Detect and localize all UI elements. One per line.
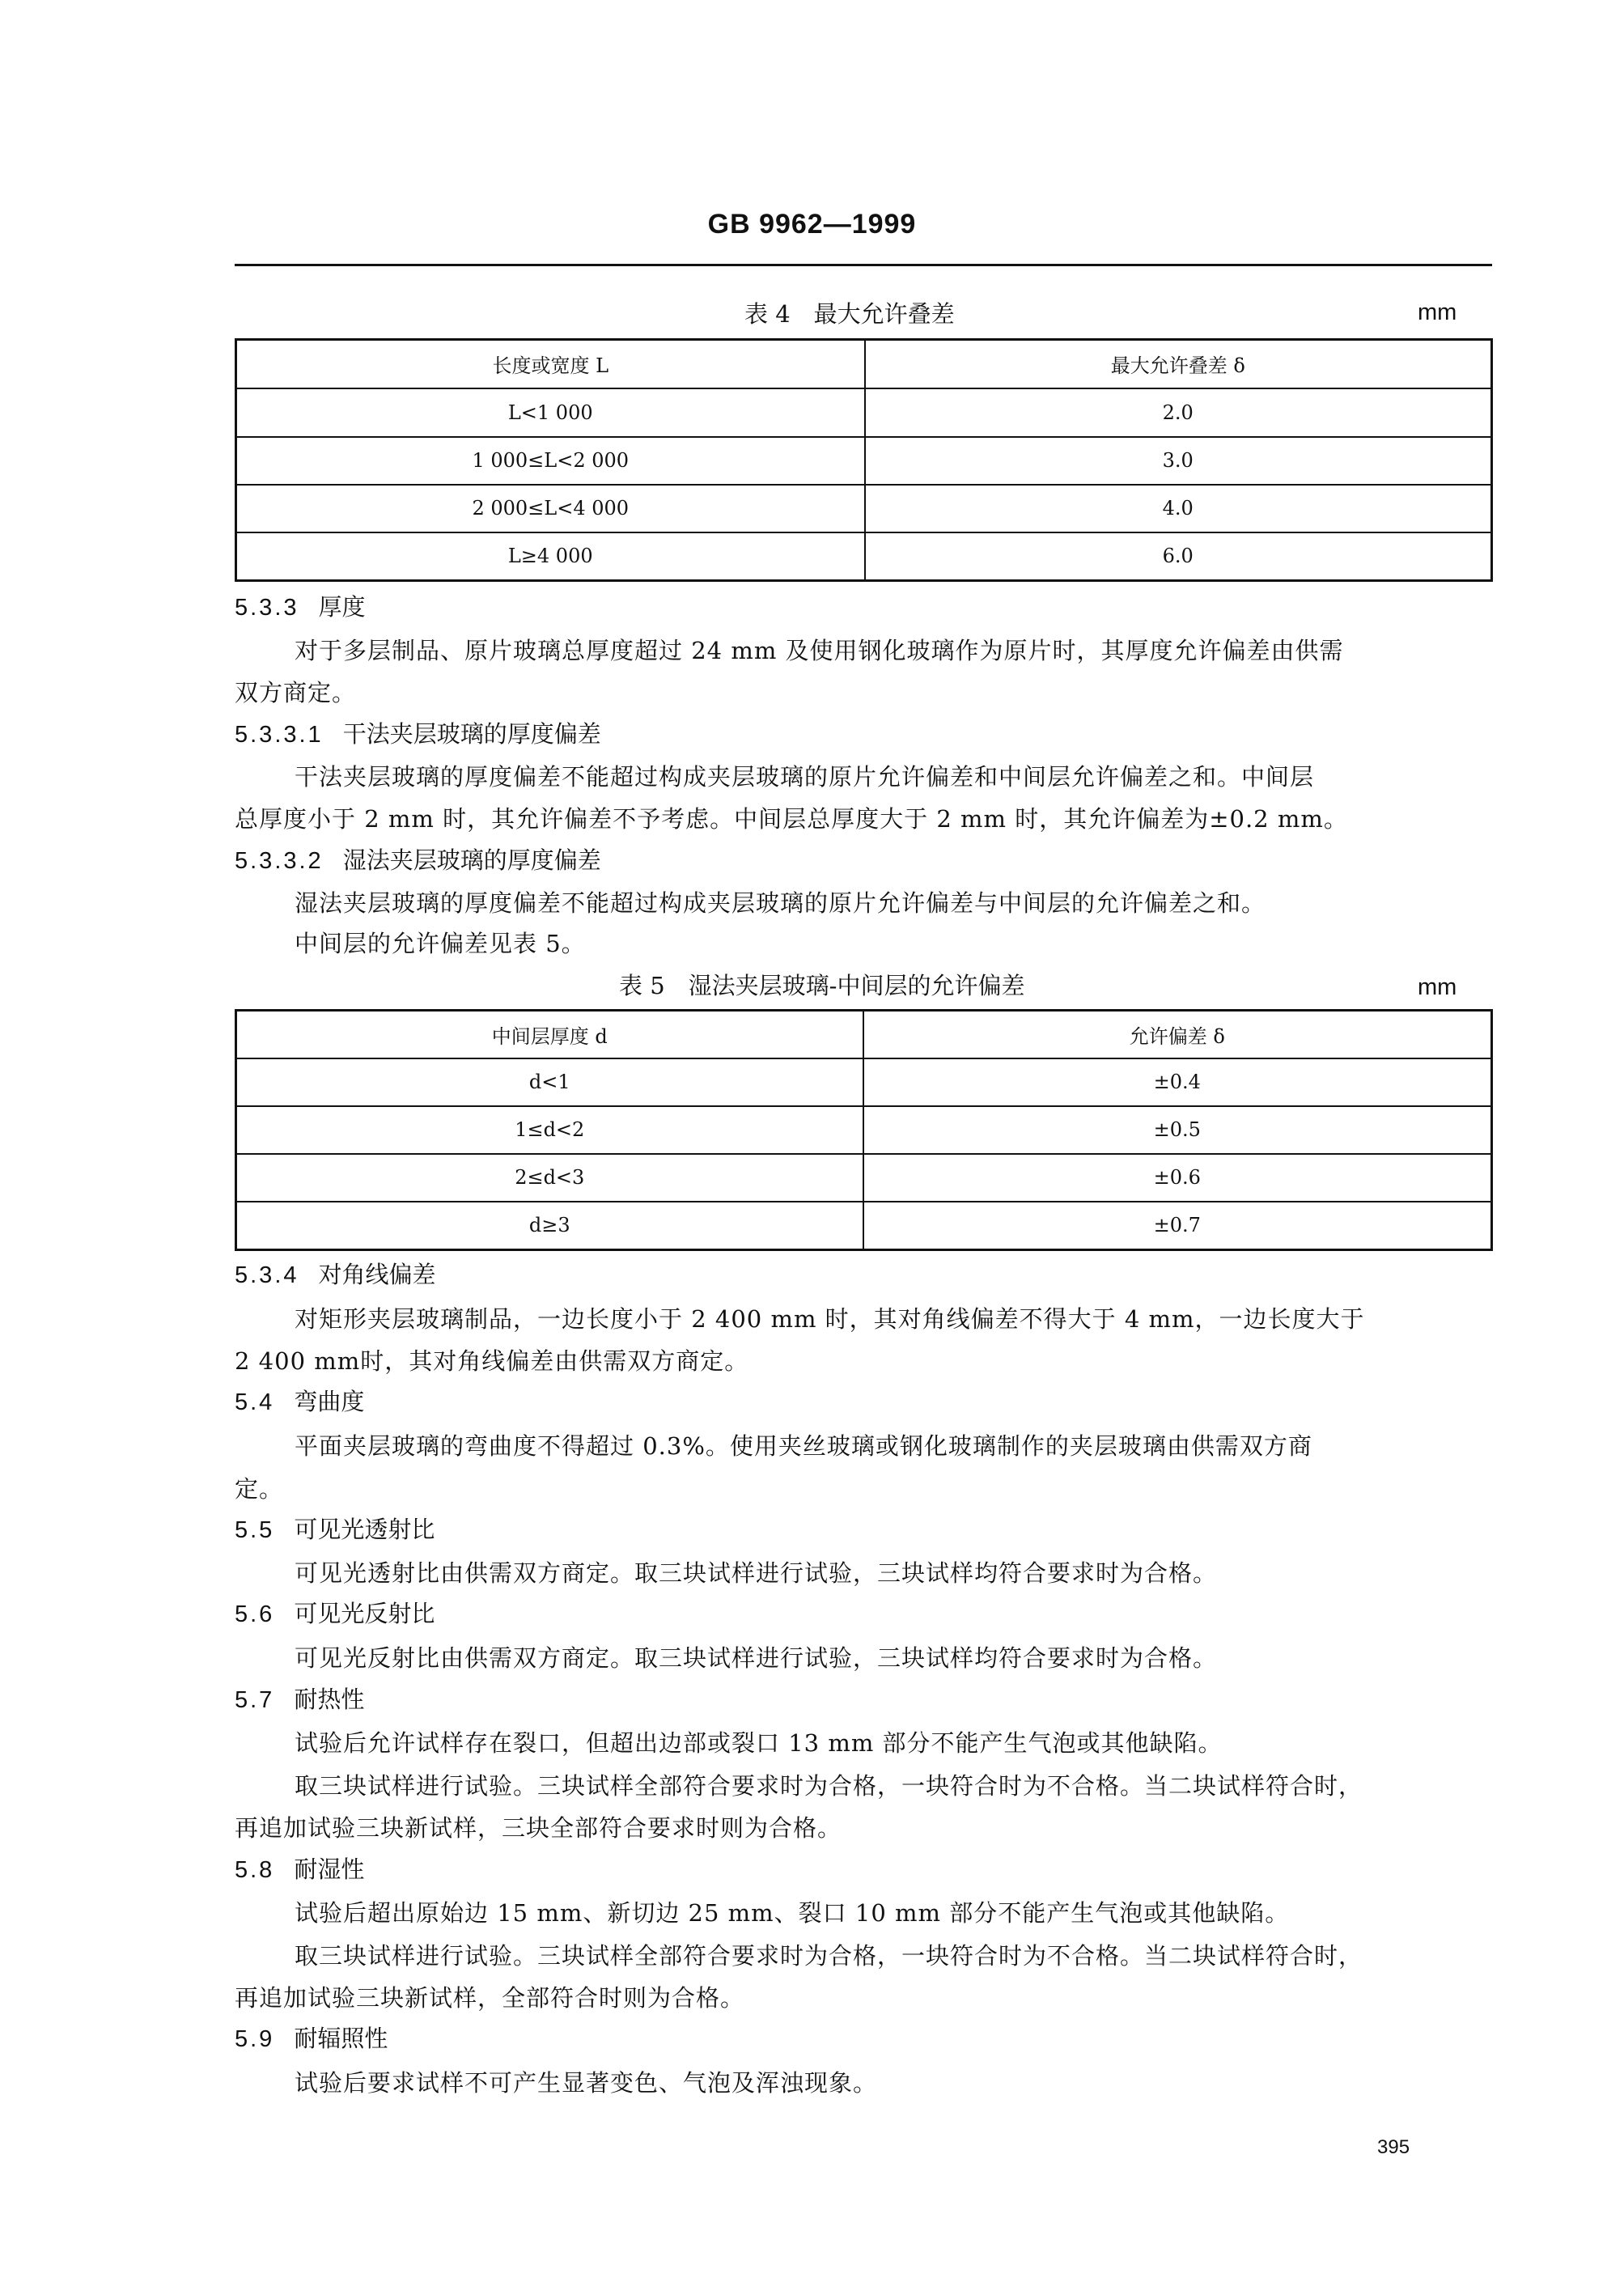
section-5-3-3-2-heading	[235, 842, 601, 876]
section-5-6-heading	[235, 1596, 435, 1629]
paragraph: 总厚度小于 2 mm 时，其允许偏差不予考虑。中间层总厚度大于 2 mm 时，其允许偏差为±0.2 mm。	[235, 805, 1348, 833]
table4-cell: 4.0	[865, 485, 1492, 532]
paragraph: 再追加试验三块新试样，三块全部符合要求时则为合格。	[235, 1814, 842, 1842]
section-5-8-heading	[235, 1851, 364, 1885]
paragraph: 干法夹层玻璃的厚度偏差不能超过构成夹层玻璃的原片允许偏差和中间层允许偏差之和。中间层	[295, 763, 1315, 791]
table4-col-header: 长度或宽度 L	[236, 340, 865, 388]
paragraph: 再追加试验三块新试样，全部符合时则为合格。	[235, 1984, 745, 2012]
section-title: 耐辐照性	[294, 2025, 388, 2052]
table5-cell: ±0.4	[863, 1058, 1492, 1106]
paragraph: 取三块试样进行试验。三块试样全部符合要求时为合格，一块符合时为不合格。当二块试样符合时，	[295, 1942, 1363, 1970]
table4-header-row	[236, 340, 1492, 388]
paragraph: 可见光反射比由供需双方商定。取三块试样进行试验，三块试样均符合要求时为合格。	[295, 1644, 1218, 1672]
table4-cell: 2.0	[865, 388, 1492, 437]
table-row	[236, 437, 1492, 485]
table5-header-row	[236, 1011, 1492, 1058]
table4-col-header: 最大允许叠差 δ	[865, 340, 1492, 388]
header-rule	[235, 264, 1492, 266]
paragraph: 试验后超出原始边 15 mm、新切边 25 mm、裂口 10 mm 部分不能产生气泡或其他缺陷。	[295, 1899, 1290, 1927]
paragraph: 可见光透射比由供需双方商定。取三块试样进行试验，三块试样均符合要求时为合格。	[295, 1559, 1218, 1587]
section-title: 厚度	[318, 593, 366, 621]
table4-caption: 表 4 最大允许叠差	[744, 300, 955, 328]
section-number: 5.7	[235, 1687, 275, 1713]
table4-cell: 6.0	[865, 532, 1492, 581]
section-number: 5.3.3	[235, 595, 299, 621]
section-5-9-heading	[235, 2021, 388, 2054]
table-row	[236, 485, 1492, 532]
section-title: 对角线偏差	[318, 1261, 436, 1288]
section-number: 5.8	[235, 1857, 275, 1883]
page-number: 395	[1377, 2136, 1410, 2158]
section-title: 耐湿性	[294, 1856, 365, 1883]
paragraph: 定。	[235, 1475, 284, 1503]
table-row	[236, 1058, 1492, 1106]
table4-cell: L≥4 000	[236, 532, 865, 581]
section-number: 5.3.4	[235, 1262, 299, 1288]
table5-cell: ±0.5	[863, 1106, 1492, 1154]
table-row	[236, 388, 1492, 437]
paragraph: 对矩形夹层玻璃制品，一边长度小于 2 400 mm 时，其对角线偏差不得大于 4 mm，一边长度大于	[295, 1305, 1365, 1333]
paragraph: 对于多层制品、原片玻璃总厚度超过 24 mm 及使用钢化玻璃作为原片时，其厚度允许偏差由供需	[295, 637, 1344, 664]
section-5-3-3-1-heading	[235, 716, 601, 749]
table5-cell: ±0.7	[863, 1202, 1492, 1250]
paragraph: 平面夹层玻璃的弯曲度不得超过 0.3%。使用夹丝玻璃或钢化玻璃制作的夹层玻璃由供需双方商	[295, 1432, 1312, 1460]
table-row	[236, 1106, 1492, 1154]
section-5-5-heading	[235, 1512, 435, 1545]
section-number: 5.6	[235, 1601, 275, 1627]
section-number: 5.5	[235, 1517, 275, 1543]
table-row	[236, 1154, 1492, 1202]
section-number: 5.3.3.1	[235, 722, 324, 748]
table4-cell: 2 000≤L<4 000	[236, 485, 865, 532]
paragraph: 2 400 mm时，其对角线偏差由供需双方商定。	[235, 1347, 749, 1375]
table4	[235, 338, 1493, 582]
table5-unit: mm	[1418, 974, 1457, 1000]
standard-code-header: GB 9962—1999	[707, 209, 917, 240]
section-title: 干法夹层玻璃的厚度偏差	[342, 720, 601, 748]
section-number: 5.9	[235, 2026, 275, 2052]
table-row	[236, 532, 1492, 581]
paragraph: 中间层的允许偏差见表 5。	[295, 930, 586, 957]
table5-cell: d<1	[236, 1058, 863, 1106]
paragraph: 双方商定。	[235, 679, 357, 706]
table5-col-header: 中间层厚度 d	[236, 1011, 863, 1058]
table5-cell: 1≤d<2	[236, 1106, 863, 1154]
section-number: 5.3.3.2	[235, 848, 324, 874]
section-5-4-heading	[235, 1384, 364, 1417]
table4-cell: L<1 000	[236, 388, 865, 437]
section-5-3-3-heading	[235, 589, 366, 622]
table4-unit: mm	[1418, 299, 1457, 325]
table5-cell: 2≤d<3	[236, 1154, 863, 1202]
table5-cell: d≥3	[236, 1202, 863, 1250]
paragraph: 湿法夹层玻璃的厚度偏差不能超过构成夹层玻璃的原片允许偏差与中间层的允许偏差之和。	[295, 889, 1266, 917]
section-5-3-4-heading	[235, 1257, 436, 1290]
table5	[235, 1009, 1493, 1251]
section-title: 湿法夹层玻璃的厚度偏差	[342, 846, 601, 874]
table5-cell: ±0.6	[863, 1154, 1492, 1202]
table4-cell: 3.0	[865, 437, 1492, 485]
paragraph: 试验后允许试样存在裂口，但超出边部或裂口 13 mm 部分不能产生气泡或其他缺陷。	[295, 1729, 1223, 1757]
section-title: 可见光反射比	[294, 1600, 435, 1627]
section-title: 可见光透射比	[294, 1516, 435, 1543]
paragraph: 试验后要求试样不可产生显著变色、气泡及浑浊现象。	[295, 2069, 878, 2097]
table5-col-header: 允许偏差 δ	[863, 1011, 1492, 1058]
table4-cell: 1 000≤L<2 000	[236, 437, 865, 485]
section-title: 耐热性	[294, 1686, 365, 1713]
table5-caption: 表 5 湿法夹层玻璃-中间层的允许偏差	[619, 972, 1025, 999]
section-title: 弯曲度	[294, 1388, 365, 1415]
section-5-7-heading	[235, 1682, 364, 1715]
section-number: 5.4	[235, 1389, 275, 1415]
paragraph: 取三块试样进行试验。三块试样全部符合要求时为合格，一块符合时为不合格。当二块试样符合时，	[295, 1772, 1363, 1800]
table-row	[236, 1202, 1492, 1250]
